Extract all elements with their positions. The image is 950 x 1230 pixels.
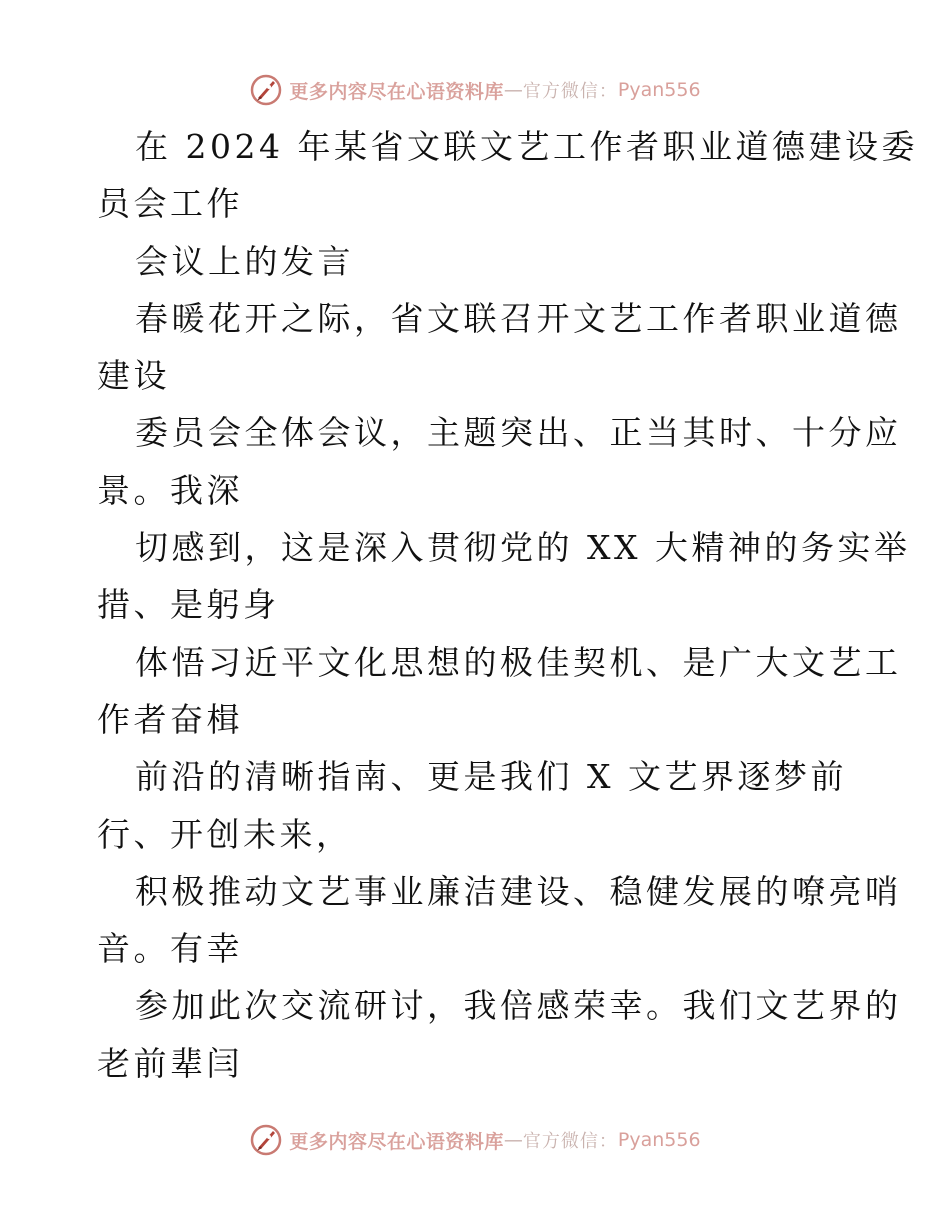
watermark-separator: — xyxy=(503,1129,523,1151)
text-line: 员会工作 xyxy=(97,184,243,224)
footer-watermark xyxy=(0,1120,950,1160)
text-line: 积极推动文艺事业廉洁建设、稳健发展的嘹亮哨 xyxy=(135,871,902,911)
quill-logo-icon xyxy=(249,1123,283,1157)
text-line: 建设 xyxy=(97,356,170,396)
text-line: 在 2024 年某省文联文艺工作者职业道德建设委 xyxy=(135,127,918,166)
watermark-label: 官方微信： xyxy=(522,1131,618,1152)
watermark-main-text: 更多内容尽在心语资料库 xyxy=(289,1130,504,1153)
watermark-id: Pyan556 xyxy=(617,1129,701,1151)
text-line: 切感到，这是深入贯彻党的 XX 大精神的务实举 xyxy=(135,528,911,568)
watermark-id: Pyan556 xyxy=(617,79,701,101)
text-line: 措、是躬身 xyxy=(97,585,280,625)
watermark-separator: — xyxy=(503,79,523,101)
watermark-label: 官方微信： xyxy=(522,81,618,102)
quill-logo-icon xyxy=(249,73,283,107)
text-line: 委员会全体会议，主题突出、正当其时、十分应 xyxy=(135,413,902,453)
text-line: 体悟习近平文化思想的极佳契机、是广大文艺工 xyxy=(135,642,902,682)
text-line: 音。有幸 xyxy=(97,929,243,969)
text-line: 作者奋楫 xyxy=(97,699,243,739)
header-watermark xyxy=(0,70,950,110)
watermark-main-text: 更多内容尽在心语资料库 xyxy=(289,80,504,103)
text-line: 行、开创未来， xyxy=(97,814,353,854)
text-line: 春暖花开之际，省文联召开文艺工作者职业道德 xyxy=(135,298,902,338)
text-line: 参加此次交流研讨，我倍感荣幸。我们文艺界的 xyxy=(135,986,902,1026)
text-line: 老前辈闫 xyxy=(97,1043,243,1083)
text-line: 前沿的清晰指南、更是我们 X 文艺界逐梦前 xyxy=(135,757,847,797)
document-body xyxy=(97,118,918,1092)
text-line: 景。我深 xyxy=(97,470,243,510)
text-line: 会议上的发言 xyxy=(135,241,354,281)
